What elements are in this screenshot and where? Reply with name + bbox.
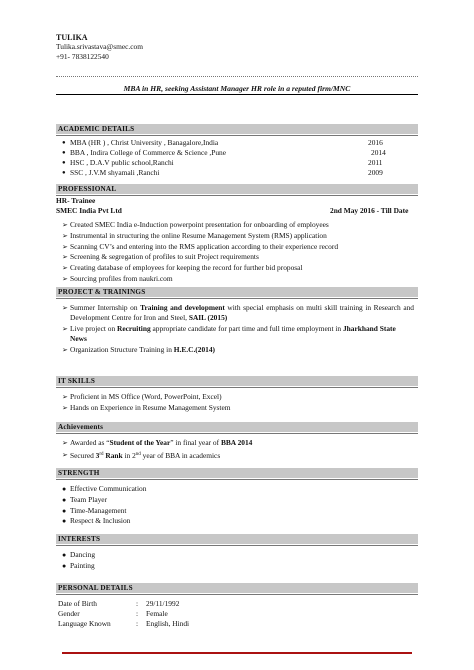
professional-list: [62, 220, 414, 285]
interests-list: [62, 550, 414, 572]
list-item: ➢ Live project on Recruiting appropriate candidate for part time and full time employment in Jharkhand State News: [62, 323, 396, 344]
academic-year: 2016: [368, 138, 383, 147]
academic-year: 2014: [371, 148, 386, 157]
list-item: ➢ Summer Internship on Training and development with special emphasis on multi skill training in Research and Development Centre for Iron and Steel, SAIL (2015): [62, 303, 414, 323]
check-bullet-icon: ➢: [62, 242, 68, 251]
list-item: ● Time-Management: [62, 505, 127, 515]
list-item: ● Respect & Inclusion: [62, 516, 131, 526]
academic-row: [62, 159, 412, 168]
check-bullet-icon: ➢: [62, 264, 68, 273]
check-bullet-icon: ➢: [62, 221, 68, 229]
section-rule: [56, 594, 418, 595]
section-interests-heading: INTERESTS: [56, 534, 418, 544]
academic-year: 2011: [368, 158, 383, 167]
section-strength-heading: STRENGTH: [56, 468, 418, 478]
list-item: ➢ Secured 3rd Rank in 2nd year of BBA in academics: [62, 451, 221, 460]
career-objective: MBA in HR, seeking Assistant Manager HR role in a reputed firm/MNC: [123, 84, 351, 93]
section-academic-heading: ACADEMIC DETAILS: [56, 124, 418, 134]
job-company: SMEC India Pvt Ltd: [56, 206, 122, 215]
footer-rule: [62, 652, 412, 654]
list-item: ➢ Awarded as “Student of the Year” in final year of BBA 2014: [62, 438, 253, 447]
academic-row: [62, 139, 412, 148]
section-personal-heading: PERSONAL DETAILS: [56, 583, 418, 593]
check-bullet-icon: ➢: [62, 393, 68, 401]
section-rule: [56, 433, 418, 434]
list-item: ➢ Scanning CV’s and entering into the RMS application according to their experience record: [62, 241, 339, 251]
header-divider: [56, 76, 418, 77]
list-item: ➢ Hands on Experience in Resume Management System: [62, 402, 231, 412]
list-item: ➢ Proficient in MS Office (Word, PowerPoint, Excel): [62, 392, 222, 401]
colon: :: [136, 619, 139, 628]
academic-label: BBA , Indira College of Commerce & Science ,Pune: [70, 148, 226, 157]
section-rule: [56, 479, 418, 480]
check-bullet-icon: ➢: [62, 439, 68, 447]
candidate-phone: +91- 7838122540: [56, 52, 109, 61]
disc-bullet-icon: ●: [62, 160, 66, 166]
section-projects-heading: PROJECT & TRAININGS: [56, 287, 418, 297]
colon: :: [136, 599, 139, 608]
section-rule: [56, 195, 418, 196]
achievements-list: [62, 437, 414, 462]
list-item: ➢ Created SMEC India e-Induction powerpoint presentation for onboarding of employees: [62, 220, 329, 229]
disc-bullet-icon: ●: [62, 495, 67, 504]
it-skills-list: [62, 392, 414, 414]
academic-year: 2009: [368, 168, 383, 177]
section-rule: [56, 298, 418, 299]
job-dates: 2nd May 2016 - Till Date: [330, 206, 409, 215]
list-item: ➢ Instrumental in structuring the online Resume Management System (RMS) application: [62, 230, 327, 240]
academic-label: MBA (HR ) , Christ University , Banagalore,India: [70, 138, 219, 147]
academic-label: HSC , D.A.V public school,Ranchi: [70, 158, 174, 167]
list-item: ➢ Organization Structure Training in H.E.C.(2014): [62, 344, 215, 354]
candidate-email[interactable]: Tulika.srivastava@smec.com: [56, 42, 143, 51]
job-role: HR- Trainee: [56, 196, 96, 205]
section-it-skills-heading: IT SKILLS: [56, 376, 418, 386]
personal-row: [0, 620, 474, 632]
personal-label: Language Known: [58, 619, 111, 628]
list-item: ● Painting: [62, 560, 95, 570]
objective-underline: [56, 94, 418, 95]
personal-label: Gender: [58, 609, 80, 618]
list-item: ➢ Creating database of employees for keeping the record for further bid proposal: [62, 263, 303, 273]
list-item: ● Team Player: [62, 494, 108, 504]
strength-list: [62, 484, 414, 527]
list-item: ● Effective Communication: [62, 484, 147, 493]
candidate-name: TULIKA: [56, 33, 88, 42]
check-bullet-icon: ➢: [62, 324, 68, 333]
check-bullet-icon: ➢: [62, 403, 68, 412]
section-rule: [56, 545, 418, 546]
list-item: ➢ Sourcing profiles from naukri.com: [62, 273, 173, 283]
section-achievements-heading: Achievements: [56, 422, 418, 432]
section-rule: [56, 135, 418, 136]
personal-value: Female: [146, 609, 168, 618]
section-rule: [56, 387, 418, 388]
projects-list: [62, 303, 414, 355]
check-bullet-icon: ➢: [62, 345, 68, 354]
check-bullet-icon: ➢: [62, 253, 68, 262]
colon: :: [136, 609, 139, 618]
personal-value: 29/11/1992: [146, 599, 180, 608]
disc-bullet-icon: ●: [62, 485, 67, 493]
list-item: ● Dancing: [62, 550, 96, 559]
personal-label: Date of Birth: [58, 599, 97, 608]
section-professional-heading: PROFESSIONAL: [56, 184, 418, 194]
academic-row: [62, 169, 412, 178]
disc-bullet-icon: ●: [62, 561, 67, 570]
disc-bullet-icon: ●: [62, 150, 66, 156]
academic-label: SSC , J.V.M shyamali ,Ranchi: [70, 168, 160, 177]
check-bullet-icon: ➢: [62, 451, 68, 459]
disc-bullet-icon: ●: [62, 517, 67, 526]
check-bullet-icon: ➢: [62, 304, 68, 312]
personal-value: English, Hindi: [146, 619, 190, 628]
academic-row: [62, 149, 412, 158]
disc-bullet-icon: ●: [62, 551, 67, 559]
check-bullet-icon: ➢: [62, 231, 68, 240]
check-bullet-icon: ➢: [62, 274, 68, 283]
disc-bullet-icon: ●: [62, 506, 67, 515]
list-item: ➢ Screening & segregation of profiles to suit Project requirements: [62, 252, 259, 262]
disc-bullet-icon: ●: [62, 170, 66, 176]
disc-bullet-icon: ●: [62, 140, 66, 146]
